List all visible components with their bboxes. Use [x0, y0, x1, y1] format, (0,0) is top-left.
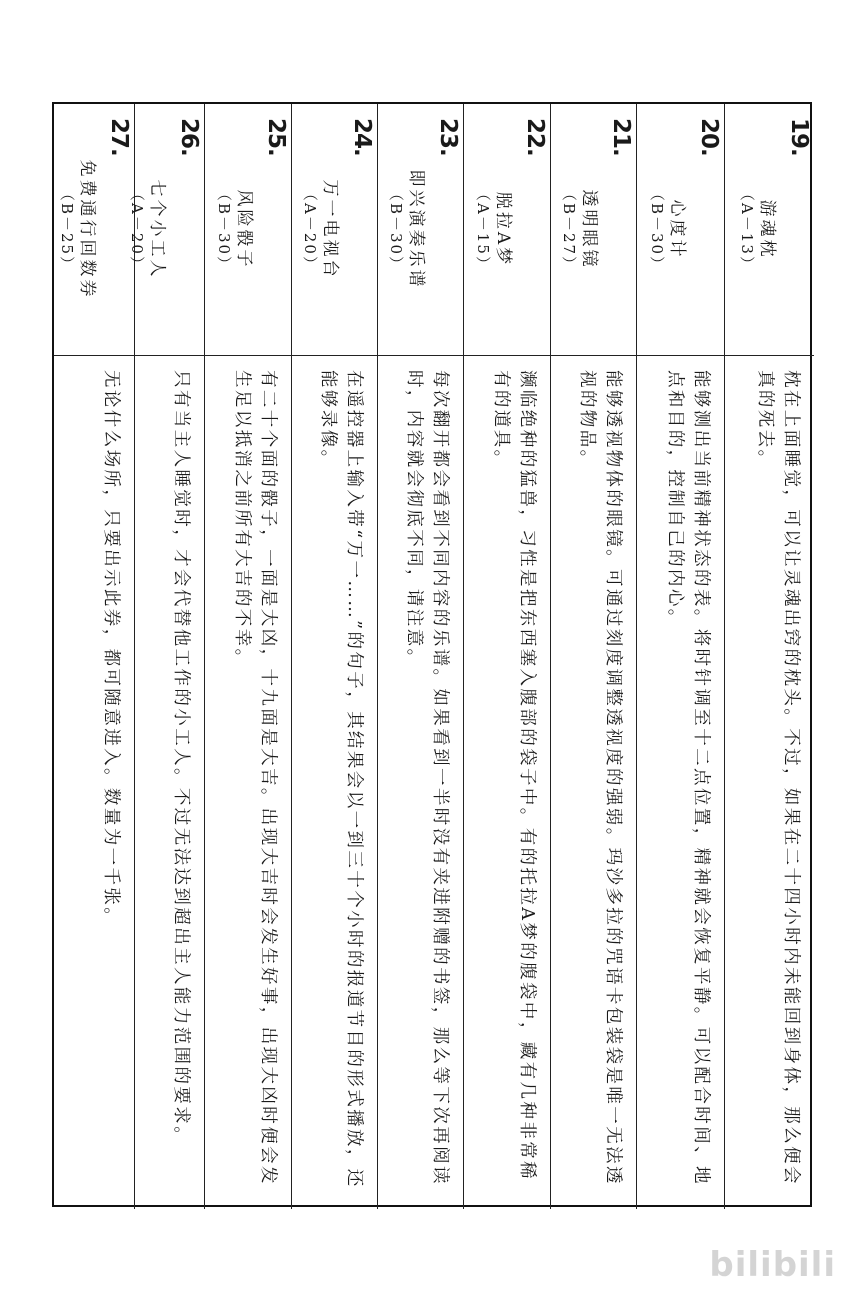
item-table	[52, 102, 812, 1207]
item-number: 21.	[608, 118, 634, 156]
item-code: （B－30）	[648, 185, 666, 274]
item-number: 27.	[106, 118, 132, 156]
item-name: 脱拉A梦	[493, 191, 513, 268]
table-row	[636, 104, 724, 1209]
item-number: 22.	[522, 118, 548, 156]
item-name: 七个小工人	[147, 179, 167, 280]
item-description: 濒临绝种的猛兽，习性是把东西塞入腹部的袋子中。有的托拉A梦的腹袋中，藏有几种非常稀有的道具。	[491, 370, 537, 1182]
item-number: 25.	[263, 118, 289, 156]
description-cell	[135, 356, 204, 1209]
item-name: 透明眼镜	[579, 189, 599, 270]
item-description: 能够测出当前精神状态的表。将时针调至十二点位置，精神就会恢复平静。可以配合时间、地点和目的，控制自己的内心。	[665, 370, 711, 1186]
item-cell	[205, 104, 291, 356]
item-name: 免费通行回数券	[77, 159, 97, 300]
item-description: 在遥控器上输入带“万一……”的句子，其结果会以一到三十个小时的报道节目的形式播放，还能够录像。	[318, 370, 364, 1189]
description-cell	[378, 356, 463, 1209]
item-number: 24.	[349, 118, 375, 156]
item-cell	[725, 104, 814, 356]
table-row	[377, 104, 463, 1209]
table-row	[54, 104, 134, 1209]
description-cell	[205, 356, 291, 1209]
item-code: （B－30）	[387, 185, 405, 274]
item-description: 无论什么场所，只要出示此券，都可随意进入。数量为一千张。	[101, 370, 121, 928]
item-code: （B－30）	[215, 185, 233, 274]
table-row	[724, 104, 814, 1209]
description-cell	[292, 356, 377, 1209]
description-cell	[551, 356, 636, 1209]
item-name: 万一电视台	[320, 179, 340, 280]
item-code: （B－25）	[58, 185, 76, 274]
item-number: 23.	[435, 118, 461, 156]
item-cell	[128, 104, 204, 356]
item-cell	[54, 104, 134, 356]
table-row	[463, 104, 550, 1209]
item-name: 心度计	[667, 199, 687, 260]
description-cell	[725, 356, 814, 1209]
item-code: （A－15）	[474, 186, 492, 273]
description-cell	[54, 356, 134, 1209]
item-name: 游魂枕	[757, 199, 777, 260]
item-description: 有二十个面的骰子，一面是大凶，十九面是大吉。出现大吉时会发生好事，出现大凶时便会发生足以抵消之前所有大吉的不幸。	[232, 370, 278, 1186]
item-number: 26.	[176, 118, 202, 156]
table-row	[128, 104, 204, 1209]
item-code: （B－27）	[560, 185, 578, 274]
table-row	[550, 104, 636, 1209]
item-code: （A－20）	[128, 186, 146, 273]
item-table-content	[54, 104, 814, 1209]
table-row	[291, 104, 377, 1209]
description-cell	[637, 356, 724, 1209]
item-cell	[464, 104, 550, 356]
item-description: 每次翻开都会看到不同内容的乐谱。如果看到一半时没有夹进附赠的书签，那么等下次再阅读时，内容就会彻底不同，请注意。	[404, 370, 450, 1186]
item-cell	[637, 104, 724, 356]
description-cell	[464, 356, 550, 1209]
item-description: 枕在上面睡觉，可以让灵魂出窍的枕头。不过，如果在二十四小时内未能回到身体，那么便会真的死去。	[755, 370, 801, 1186]
item-number: 20.	[696, 118, 722, 156]
item-cell	[551, 104, 636, 356]
item-name: 风险骰子	[234, 189, 254, 270]
item-name: 即兴演奏乐谱	[406, 169, 426, 290]
item-number: 19.	[786, 118, 812, 156]
item-code: （A－20）	[301, 186, 319, 273]
item-description: 只有当主人睡觉时，才会代替他工作的小工人。不过无法达到超出主人能力范围的要求。	[171, 370, 191, 1147]
table-row	[204, 104, 291, 1209]
item-code: （A－13）	[738, 186, 756, 273]
item-description: 能够透视物体的眼镜。可通过刻度调整透视度的强弱。玛沙多拉的咒语卡包装袋是唯一无法透视的物品。	[577, 370, 623, 1186]
bilibili-watermark: bilibili	[709, 1245, 836, 1285]
item-cell	[292, 104, 377, 356]
item-cell	[378, 104, 463, 356]
